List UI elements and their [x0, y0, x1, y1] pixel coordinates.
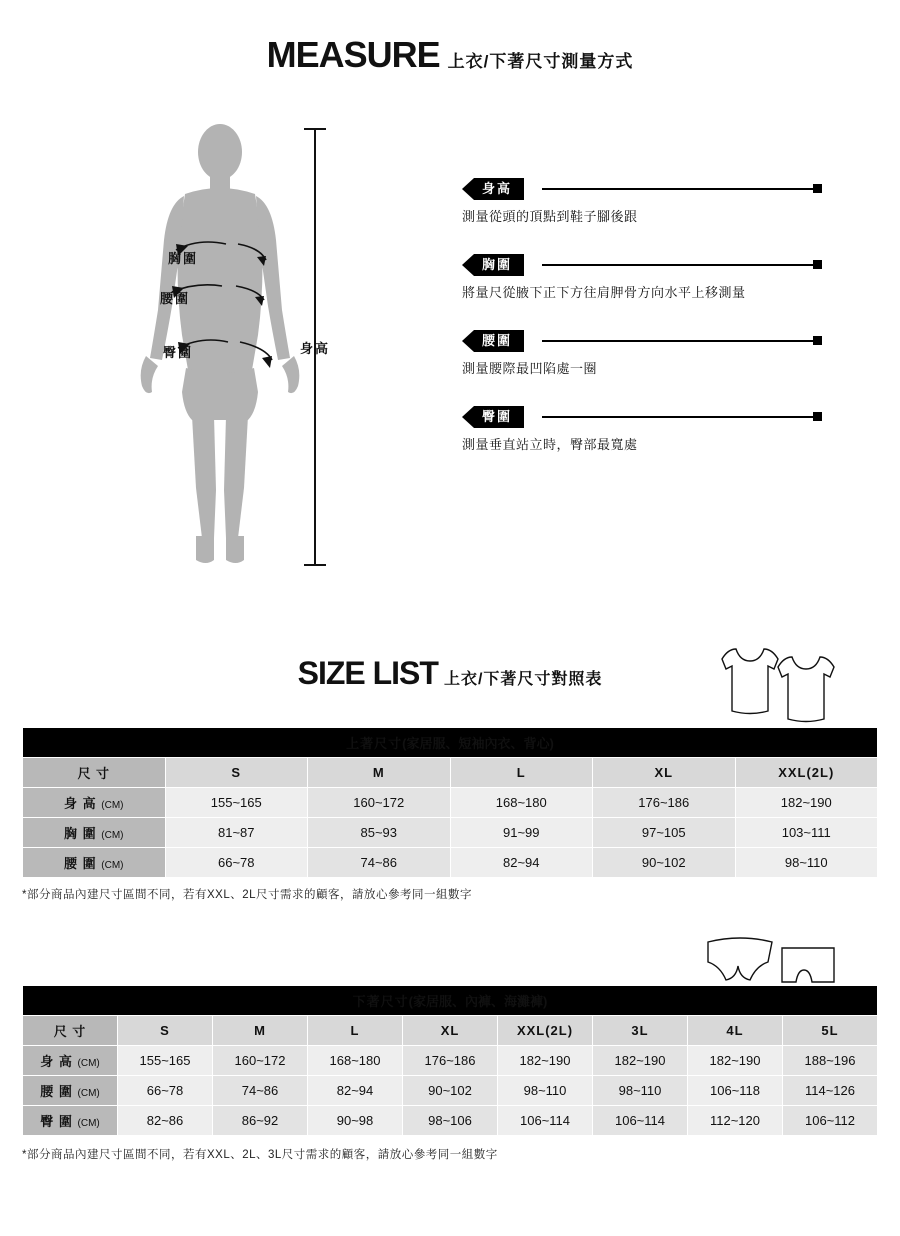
col-header-m: M — [308, 758, 451, 788]
table-title-main: 上著尺寸 — [346, 736, 403, 751]
cell: 74~86 — [308, 848, 451, 878]
table-row — [23, 848, 878, 878]
col-header-m: M — [213, 1016, 308, 1046]
legend-item-height — [462, 178, 822, 225]
col-header-s: S — [118, 1016, 213, 1046]
legend-description: 測量從頭的頂點到鞋子腳後跟 — [462, 209, 638, 224]
tank-top-icon — [700, 645, 840, 725]
cell: 160~172 — [213, 1046, 308, 1076]
top-size-table — [22, 727, 878, 878]
legend-tag-label: 身高 — [474, 178, 524, 200]
measure-title: MEASURE — [266, 34, 440, 75]
legend-endcap — [813, 336, 822, 345]
col-header-4l: 4L — [688, 1016, 783, 1046]
table-row — [23, 1046, 878, 1076]
height-bracket-cap-top — [304, 128, 326, 130]
cell: 82~94 — [450, 848, 593, 878]
cell: 74~86 — [213, 1076, 308, 1106]
row-header-hip — [23, 1106, 118, 1136]
cell: 90~102 — [593, 848, 736, 878]
cell: 168~180 — [450, 788, 593, 818]
table-row — [23, 1106, 878, 1136]
legend-endcap — [813, 260, 822, 269]
cell: 112~120 — [688, 1106, 783, 1136]
arrow-left-icon — [462, 178, 474, 200]
legend-tag-label: 臀圍 — [474, 406, 524, 428]
row-unit: (CM) — [101, 830, 124, 841]
legend-tag-label: 胸圍 — [474, 254, 524, 276]
row-unit: (CM) — [77, 1088, 100, 1099]
legend-bar — [462, 330, 822, 352]
table-title-sub: (家居服、短袖內衣、背心) — [402, 736, 554, 751]
cell: 176~186 — [593, 788, 736, 818]
legend-item-chest — [462, 254, 822, 301]
cell: 103~111 — [735, 818, 878, 848]
sizelist-title: SIZE LIST — [297, 655, 438, 691]
col-header-l: L — [308, 1016, 403, 1046]
top-size-table-wrap — [22, 727, 878, 878]
legend-bar — [462, 254, 822, 276]
col-header-size: 尺 寸 — [23, 758, 166, 788]
table-title-sub: (家居服、內褲、海灘褲) — [408, 994, 548, 1009]
cell: 98~106 — [403, 1106, 498, 1136]
cell: 188~196 — [783, 1046, 878, 1076]
cell: 182~190 — [593, 1046, 688, 1076]
col-header-xl: XL — [593, 758, 736, 788]
row-unit: (CM) — [77, 1058, 100, 1069]
bottom-size-table — [22, 985, 878, 1136]
figure-label-hip: 臀圍 — [163, 345, 194, 360]
legend-description: 將量尺從腋下正下方往肩胛骨方向水平上移測量 — [462, 285, 746, 300]
bottom-table-note: *部分商品內建尺寸區間不同，若有XXL、2L、3L尺寸需求的顧客，請放心參考同一組數字 — [22, 1149, 498, 1161]
row-header-chest — [23, 818, 166, 848]
figure-label-chest: 胸圍 — [168, 251, 199, 266]
table-title-cell — [23, 728, 878, 758]
cell: 114~126 — [783, 1076, 878, 1106]
table-header-row — [23, 758, 878, 788]
row-label: 胸 圍 — [64, 826, 97, 841]
legend-item-hip — [462, 406, 822, 453]
table-row — [23, 1076, 878, 1106]
row-label: 身 高 — [40, 1054, 73, 1069]
height-bracket-cap-bottom — [304, 564, 326, 566]
table-title-row — [23, 728, 878, 758]
row-header-height — [23, 1046, 118, 1076]
cell: 66~78 — [165, 848, 308, 878]
legend-endcap — [813, 412, 822, 421]
row-label: 腰 圍 — [40, 1084, 73, 1099]
legend-rule — [542, 264, 822, 266]
col-header-3l: 3L — [593, 1016, 688, 1046]
legend-endcap — [813, 184, 822, 193]
row-header-waist — [23, 1076, 118, 1106]
table-title-row — [23, 986, 878, 1016]
row-label: 腰 圍 — [64, 856, 97, 871]
cell: 90~98 — [308, 1106, 403, 1136]
cell: 81~87 — [165, 818, 308, 848]
legend-bar — [462, 406, 822, 428]
legend-description: 測量腰際最凹陷處一圈 — [462, 361, 598, 376]
row-label: 身 高 — [64, 796, 97, 811]
legend-description: 測量垂直站立時，臀部最寬處 — [462, 437, 638, 452]
figure-label-height: 身高 — [300, 341, 331, 356]
col-header-xxl: XXL(2L) — [498, 1016, 593, 1046]
cell: 155~165 — [118, 1046, 213, 1076]
table-title-main: 下著尺寸 — [352, 994, 409, 1009]
legend-item-waist — [462, 330, 822, 377]
col-header-l: L — [450, 758, 593, 788]
sizelist-subtitle: 上衣/下著尺寸對照表 — [443, 671, 603, 688]
cell: 155~165 — [165, 788, 308, 818]
cell: 98~110 — [593, 1076, 688, 1106]
cell: 182~190 — [498, 1046, 593, 1076]
legend-rule — [542, 340, 822, 342]
row-label: 臀 圍 — [40, 1114, 73, 1129]
row-unit: (CM) — [77, 1118, 100, 1129]
cell: 182~190 — [688, 1046, 783, 1076]
col-header-5l: 5L — [783, 1016, 878, 1046]
col-header-s: S — [165, 758, 308, 788]
row-header-waist — [23, 848, 166, 878]
measure-heading — [0, 34, 900, 76]
top-table-note: *部分商品內建尺寸區間不同，若有XXL、2L尺寸需求的顧客，請放心參考同一組數字 — [22, 889, 472, 901]
arrow-left-icon — [462, 254, 474, 276]
cell: 106~118 — [688, 1076, 783, 1106]
cell: 106~114 — [498, 1106, 593, 1136]
cell: 98~110 — [498, 1076, 593, 1106]
arrow-left-icon — [462, 330, 474, 352]
cell: 182~190 — [735, 788, 878, 818]
row-unit: (CM) — [101, 800, 124, 811]
cell: 90~102 — [403, 1076, 498, 1106]
cell: 82~94 — [308, 1076, 403, 1106]
table-row — [23, 818, 878, 848]
legend-bar — [462, 178, 822, 200]
figure-label-waist: 腰圍 — [160, 291, 191, 306]
row-unit: (CM) — [101, 860, 124, 871]
col-header-xl: XL — [403, 1016, 498, 1046]
cell: 106~112 — [783, 1106, 878, 1136]
cell: 85~93 — [308, 818, 451, 848]
cell: 86~92 — [213, 1106, 308, 1136]
cell: 160~172 — [308, 788, 451, 818]
table-title-cell — [23, 986, 878, 1016]
measure-legend — [462, 178, 822, 482]
cell: 91~99 — [450, 818, 593, 848]
cell: 176~186 — [403, 1046, 498, 1076]
cell: 97~105 — [593, 818, 736, 848]
cell: 106~114 — [593, 1106, 688, 1136]
legend-rule — [542, 416, 822, 418]
cell: 168~180 — [308, 1046, 403, 1076]
col-header-xxl: XXL(2L) — [735, 758, 878, 788]
cell: 82~86 — [118, 1106, 213, 1136]
cell: 98~110 — [735, 848, 878, 878]
bottom-size-table-wrap — [22, 985, 878, 1136]
legend-rule — [542, 188, 822, 190]
arrow-left-icon — [462, 406, 474, 428]
row-header-height — [23, 788, 166, 818]
legend-tag-label: 腰圍 — [474, 330, 524, 352]
table-header-row — [23, 1016, 878, 1046]
measure-subtitle: 上衣/下著尺寸測量方式 — [447, 52, 634, 71]
col-header-size: 尺 寸 — [23, 1016, 118, 1046]
cell: 66~78 — [118, 1076, 213, 1106]
table-row — [23, 788, 878, 818]
